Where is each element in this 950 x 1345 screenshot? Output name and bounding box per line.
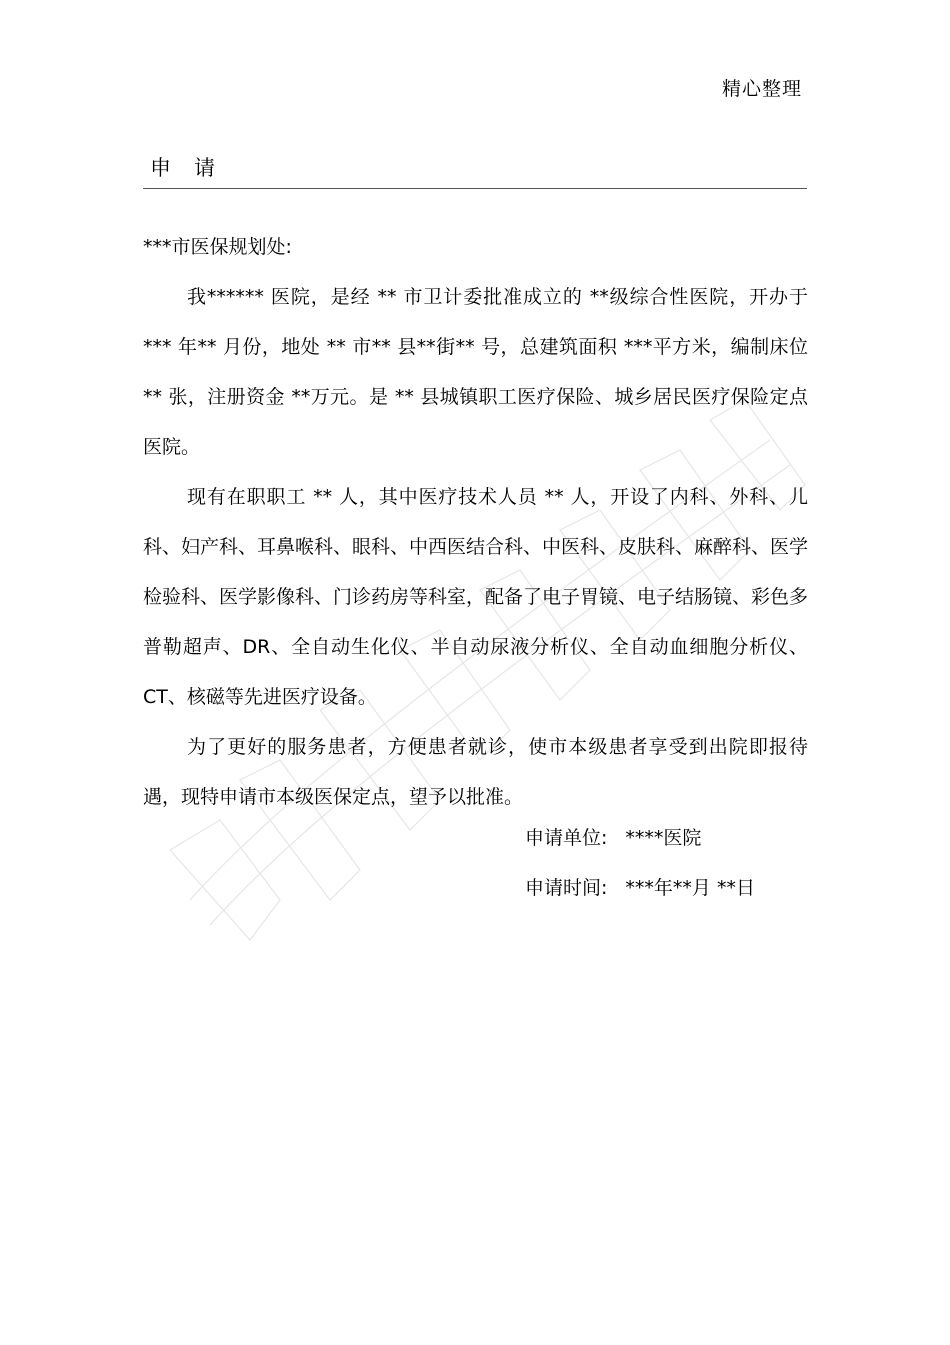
signature-unit bbox=[525, 823, 701, 850]
signature-date-label: 申请时间: bbox=[525, 877, 608, 899]
letter-body bbox=[143, 222, 808, 822]
title-divider bbox=[143, 188, 807, 189]
paragraph-request: 为了更好的服务患者，方便患者就诊，使市本级患者享受到出院即报待遇，现特申请市本级医保定点，望予以批准。 bbox=[143, 736, 808, 808]
signature-unit-value: ****医院 bbox=[625, 827, 702, 849]
paragraph-hospital-intro: 我****** 医院，是经 ** 市卫计委批准成立的 **级综合性医院，开办于*** 年** 月份，地处 ** 市** 县**街** 号，总建筑面积 ***平方米，编制床位** 张，注册资金 **万元。是 ** 县城镇职工医疗保险、城乡居民医疗保险定点医院。 bbox=[143, 286, 808, 458]
paragraph-staff-equipment: 现有在职职工 ** 人，其中医疗技术人员 ** 人，开设了内科、外科、儿科、妇产科、耳鼻喉科、眼科、中西医结合科、中医科、皮肤科、麻醉科、医学检验科、医学影像科、门诊药房等科室，配备了电子胃镜、电子结肠镜、彩色多普勒超声、DR、全自动生化仪、半自动尿液分析仪、全自动血细胞分析仪、CT、核磁等先进医疗设备。 bbox=[143, 486, 809, 708]
addressee: ***市医保规划处: bbox=[143, 236, 292, 258]
document-title: 申 请 bbox=[150, 156, 216, 180]
signature-unit-label: 申请单位: bbox=[525, 827, 608, 849]
header-note: 精心整理 bbox=[721, 78, 802, 100]
signature-date-value: ***年**月 **日 bbox=[625, 877, 755, 899]
signature-date bbox=[525, 873, 755, 900]
